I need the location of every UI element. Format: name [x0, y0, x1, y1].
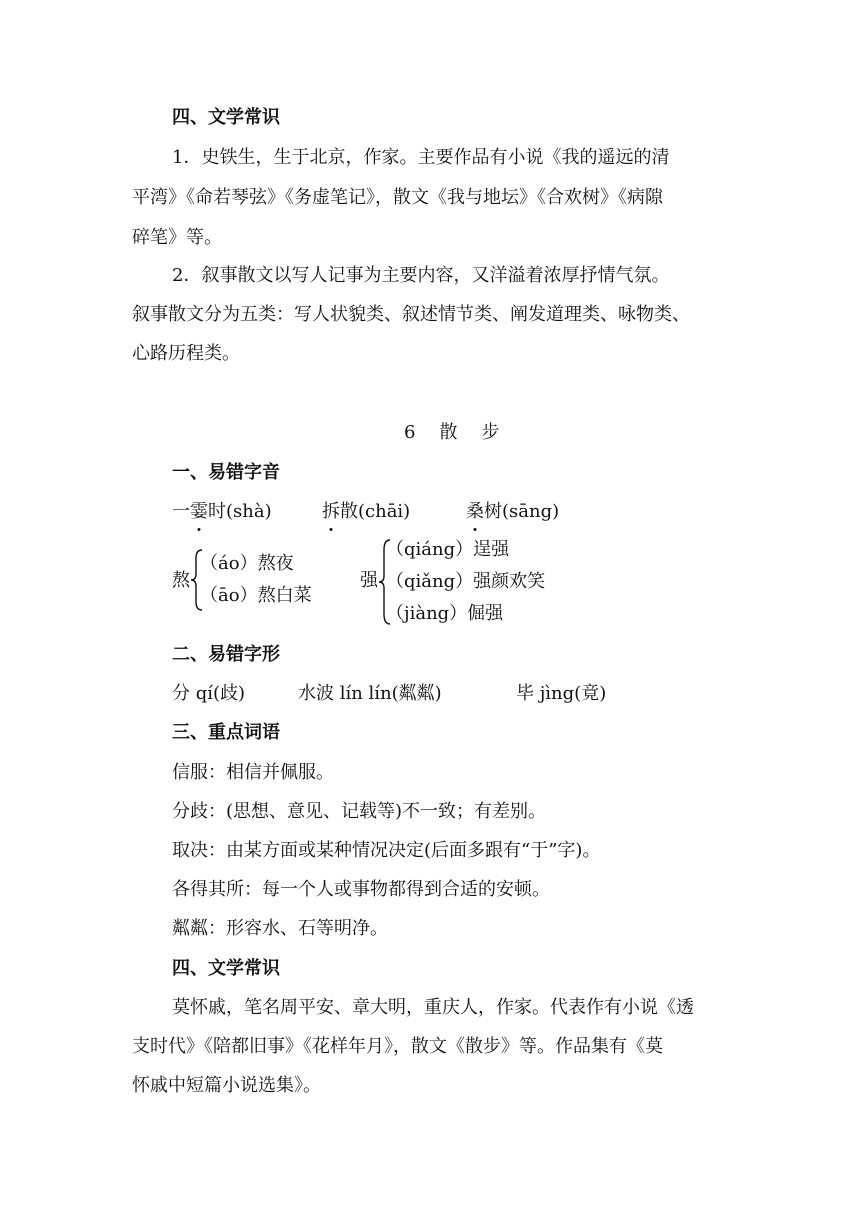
pronunciation-item: 一霎时(shà)	[172, 501, 272, 522]
word-entry: 粼粼：形容水、石等明净。	[172, 918, 388, 939]
paragraph-line: 怀戚中短篇小说选集》。	[132, 1075, 321, 1096]
polyphone-reading: （āo）熬白菜	[200, 585, 312, 606]
lesson-title	[404, 421, 499, 445]
paragraph-line: 叙事散文分为五类：写人状貌类、叙述情节类、阐发道理类、咏物类、	[132, 304, 690, 325]
lesson-title-char: 步	[481, 422, 500, 443]
dotted-char: 拆	[322, 501, 340, 522]
paragraph-line: 支时代》《陪都旧事》《花样年月》，散文《散步》等。作品集有《莫	[132, 1036, 663, 1057]
shape-item: 分 qí(歧)	[172, 683, 246, 704]
polyphone-reading: （áo）熬夜	[200, 553, 294, 574]
section-heading-literature-2: 四、文学常识	[172, 958, 280, 979]
section-heading-pronunciation: 一、易错字音	[172, 462, 280, 483]
lesson-title-char: 散	[439, 422, 458, 443]
polyphone-reading: （jiàng）倔强	[386, 603, 504, 624]
polyphone-char: 强	[360, 570, 378, 591]
dotted-char: 霎	[190, 501, 208, 522]
polyphone-reading: （qiǎng）强颜欢笑	[386, 571, 546, 592]
paragraph-line: 1．史铁生，生于北京，作家。主要作品有小说《我的遥远的清	[172, 147, 670, 168]
pronunciation-item: 拆散(chāi)	[322, 501, 411, 522]
paragraph-line: 心路历程类。	[132, 343, 240, 364]
paragraph-line: 碎笔》等。	[132, 227, 222, 248]
word-entry: 分歧：(思想、意见、记载等)不一致；有差别。	[172, 801, 547, 822]
polyphone-char: 熬	[172, 570, 190, 591]
paragraph-line: 2．叙事散文以写人记事为主要内容，又洋溢着浓厚抒情气氛。	[172, 265, 670, 286]
section-heading-words: 三、重点词语	[172, 722, 280, 743]
paragraph-line: 平湾》《命若琴弦》《务虚笔记》，散文《我与地坛》《合欢树》《病隙	[132, 187, 663, 208]
word-entry: 取决：由某方面或某种情况决定(后面多跟有“于”字)。	[172, 840, 601, 861]
dotted-char: 桑	[466, 501, 484, 522]
pronunciation-item: 桑树(sāng)	[466, 501, 560, 522]
shape-item: 水波 lín lín(粼粼)	[298, 683, 442, 704]
section-heading-literature-1: 四、文学常识	[172, 107, 280, 128]
shape-item: 毕 jìng(竟)	[516, 683, 607, 704]
section-heading-shape: 二、易错字形	[172, 644, 280, 665]
word-entry: 信服：相信并佩服。	[172, 762, 334, 783]
lesson-number: 6	[404, 422, 416, 443]
paragraph-line: 莫怀戚，笔名周平安、章大明，重庆人，作家。代表作有小说《透	[172, 997, 694, 1018]
word-entry: 各得其所：每一个人或事物都得到合适的安顿。	[172, 879, 550, 900]
polyphone-reading: （qiáng）逞强	[386, 539, 510, 560]
